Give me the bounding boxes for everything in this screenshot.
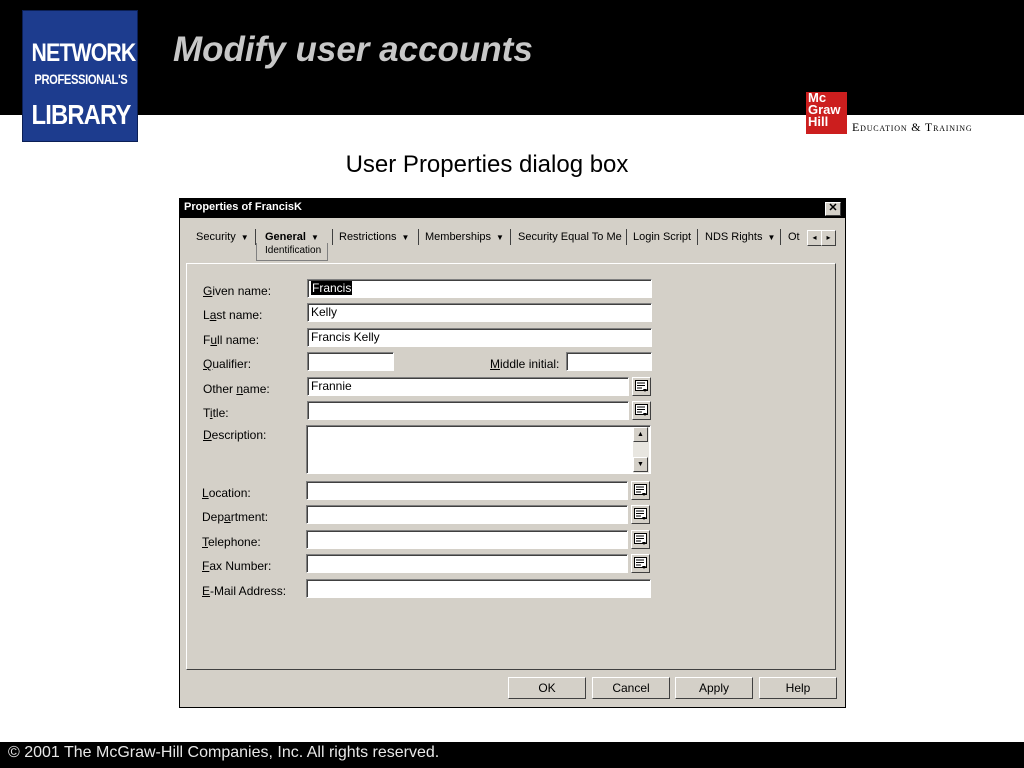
given-name-label (203, 284, 271, 298)
tab-divider (626, 229, 627, 245)
apply-button[interactable]: Apply (675, 677, 753, 699)
mnemonic: M (490, 357, 500, 371)
tab-divider (780, 229, 781, 245)
chevron-right-icon: ▸ (826, 233, 831, 242)
label-text: ll name: (217, 333, 260, 347)
tab-divider (510, 229, 511, 245)
arrow-up-icon: ▲ (637, 431, 644, 438)
label-text: elephone: (208, 535, 261, 549)
copyright-text: © 2001 The McGraw-Hill Companies, Inc. All rights reserved. (8, 744, 440, 761)
tab-label: General (265, 231, 306, 243)
mcgraw-hill-logo-line-2: Graw (808, 102, 841, 117)
tab-scroll-left-button[interactable] (807, 230, 822, 246)
other-name-field[interactable]: Frannie (307, 377, 629, 396)
mnemonic: T (202, 535, 208, 549)
logo-line-2: PROFESSIONAL'S (34, 71, 128, 87)
description-label (203, 428, 266, 442)
label-text: iddle initial: (500, 357, 560, 371)
logo-line-1: NETWORK (31, 39, 136, 67)
mnemonic: D (203, 428, 212, 442)
middle-initial-label (490, 357, 559, 371)
other-name-multivalue-button[interactable] (632, 377, 651, 396)
chevron-left-icon: ◂ (812, 233, 817, 242)
mnemonic: i (209, 406, 213, 420)
label-text: -Mail Address: (210, 584, 287, 598)
tab-login-script[interactable] (633, 228, 691, 246)
middle-initial-field[interactable] (566, 352, 652, 371)
tab-divider (332, 229, 333, 245)
mcgraw-hill-logo (806, 92, 847, 134)
cancel-button[interactable]: Cancel (592, 677, 670, 699)
subtab-identification[interactable]: Identification (256, 243, 328, 261)
last-name-field[interactable]: Kelly (307, 303, 652, 322)
label-text: st name: (216, 308, 263, 322)
tab-scroll-arrows (807, 230, 837, 246)
qualifier-field[interactable] (307, 352, 394, 371)
tab-scroll-right-button[interactable] (821, 230, 836, 246)
department-label (202, 510, 268, 524)
close-button[interactable] (825, 202, 841, 216)
tab-label: Restrictions (339, 231, 397, 243)
tab-divider (697, 229, 698, 245)
mnemonic: u (210, 333, 218, 347)
close-icon: ✕ (828, 202, 838, 214)
edit-list-icon (634, 557, 647, 570)
edit-list-icon (635, 404, 648, 417)
network-professionals-library-logo (22, 10, 138, 142)
mnemonic: F (202, 559, 210, 573)
full-name-label (203, 333, 259, 347)
label-text: rtment: (230, 510, 269, 524)
fax-number-label (202, 559, 271, 573)
tab-divider (418, 229, 419, 245)
chevron-down-icon[interactable]: ▼ (310, 233, 319, 242)
label-text: ualifier: (212, 357, 252, 371)
chevron-down-icon[interactable]: ▼ (240, 233, 249, 242)
other-name-label (203, 382, 270, 396)
slide-title: Modify user accounts (173, 30, 533, 69)
title-field[interactable] (307, 401, 629, 420)
department-field[interactable] (306, 505, 628, 524)
tab-label: Memberships (425, 231, 492, 243)
label-text: iven name: (212, 284, 272, 298)
description-field[interactable] (306, 425, 651, 474)
department-multivalue-button[interactable] (631, 505, 650, 524)
chevron-down-icon[interactable]: ▼ (496, 233, 504, 242)
qualifier-label (203, 357, 251, 371)
scroll-up-button[interactable] (633, 427, 648, 442)
location-multivalue-button[interactable] (631, 481, 650, 500)
mnemonic: E (202, 584, 211, 598)
telephone-multivalue-button[interactable] (631, 530, 650, 549)
mnemonic: a (209, 308, 217, 322)
tab-label: Security (196, 231, 236, 243)
tab-memberships[interactable] (425, 228, 504, 246)
chevron-down-icon[interactable]: ▼ (767, 233, 776, 242)
arrow-down-icon: ▼ (637, 461, 644, 468)
title-label (203, 406, 229, 420)
fax-number-multivalue-button[interactable] (631, 554, 650, 573)
mnemonic: Q (203, 357, 213, 371)
title-multivalue-button[interactable] (632, 401, 651, 420)
tab-label: Login Script (633, 231, 692, 243)
help-button[interactable]: Help (759, 677, 837, 699)
label-text: L (203, 308, 210, 322)
osborne-logo-name: OSBORNE (852, 91, 1001, 112)
location-field[interactable] (306, 481, 628, 500)
tab-restrictions[interactable] (339, 228, 409, 246)
chevron-down-icon[interactable]: ▼ (401, 233, 410, 242)
mcgraw-hill-logo-line-1: Mc (808, 90, 827, 105)
mnemonic: G (203, 284, 213, 298)
description-scrollbar[interactable] (633, 427, 649, 473)
label-text: Dep (202, 510, 225, 524)
tab-nds-rights[interactable] (705, 228, 775, 246)
tab-label: NDS Rights (705, 231, 763, 243)
tab-security-equal-to-me[interactable] (518, 228, 622, 246)
telephone-label (202, 535, 261, 549)
dialog-caption: User Properties dialog box (345, 151, 629, 178)
full-name-field[interactable]: Francis Kelly (307, 328, 652, 347)
dialog-titlebar[interactable] (180, 199, 845, 218)
tab-security[interactable] (196, 228, 249, 246)
edit-list-icon (634, 533, 647, 546)
label-text: Other (203, 382, 237, 396)
label-text: ax Number: (209, 559, 272, 573)
label-text: escription: (211, 428, 267, 442)
edit-list-icon (635, 380, 648, 393)
label-text: ame: (243, 382, 270, 396)
mnemonic: a (224, 510, 231, 524)
logo-line-3: LIBRARY (31, 99, 131, 130)
user-properties-dialog (179, 198, 846, 708)
osborne-logo-subtitle: Education & Training (852, 120, 973, 134)
edit-list-icon (634, 508, 647, 521)
email-address-label (202, 584, 286, 598)
given-name-field[interactable] (307, 279, 652, 298)
tab-label: Ot (788, 231, 800, 243)
scroll-down-button[interactable] (633, 457, 648, 472)
label-text: tle: (212, 406, 229, 420)
last-name-label (203, 308, 262, 322)
label-text: T (203, 406, 210, 420)
fax-number-field[interactable] (306, 554, 628, 573)
location-label (202, 486, 251, 500)
dialog-title: Properties of FrancisK (184, 201, 302, 213)
mnemonic: L (202, 486, 209, 500)
label-text: ocation: (208, 486, 251, 500)
tab-label: Security Equal To Me (518, 231, 622, 243)
mnemonic: n (236, 382, 244, 396)
mcgraw-hill-logo-line-3: Hill (808, 114, 829, 129)
telephone-field[interactable] (306, 530, 628, 549)
label-text: F (203, 333, 211, 347)
email-address-field[interactable] (306, 579, 651, 598)
ok-button[interactable]: OK (508, 677, 586, 699)
tab-other[interactable] (788, 228, 800, 246)
edit-list-icon (634, 484, 647, 497)
given-name-value: Francis (312, 281, 352, 295)
